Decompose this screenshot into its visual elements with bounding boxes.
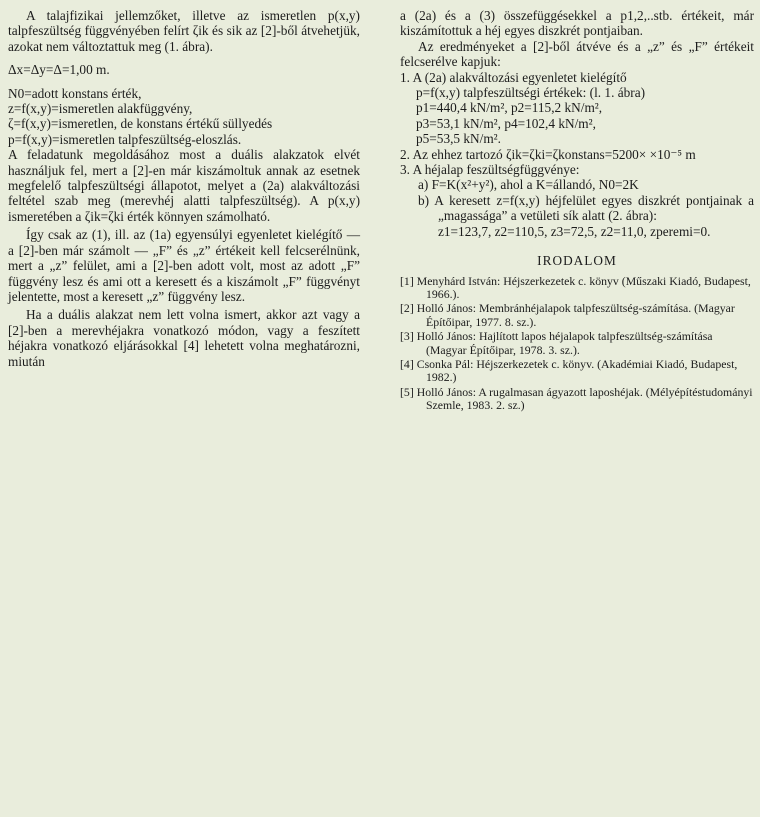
result-item-1-line2: p=f(x,y) talpfeszültségi értékek: (l. 1. ábra) xyxy=(416,85,646,101)
left-column xyxy=(8,8,360,369)
result-item-3b-values: z1=123,7, z2=110,5, z3=72,5, z2=11,0, zperemi=0. xyxy=(438,223,711,239)
reference-item: [3] Holló János: Hajlított lapos héjalapok talpfeszültség-számítása (Magyar Építőipar, 1978. 3. sz.). xyxy=(400,329,713,357)
result-item-3a: a) F=K(x²+y²), ahol a K=állandó, N0=2K xyxy=(418,177,639,193)
definition-p: p=f(x,y)=ismeretlen talpfeszültség-eloszlás. xyxy=(8,131,242,147)
result-value-line: p1=440,4 kN/m², p2=115,2 kN/m², xyxy=(416,100,603,116)
definitions-list xyxy=(8,86,360,148)
bibliography-title: IRODALOM xyxy=(537,253,617,269)
reference-item: [5] Holló János: A rugalmasan ágyazott laposhéjak. (Mélyépítéstudományi Szemle, 1983. 2. sz.) xyxy=(400,384,753,413)
result-item-3: 3. A héjalap feszültségfüggvénye: xyxy=(400,162,580,178)
paragraph-intro: A talajfizikai jellemzőket, illetve az ismeretlen p(x,y) talpfeszültség függvényében felírt ζik és sik az [2]-ből átvehetjük, azokat nem változtattuk meg (1. ábra). xyxy=(8,8,360,54)
reference-item: [1] Menyhárd István: Héjszerkezetek c. könyv (Műszaki Kiadó, Budapest, 1966.). xyxy=(400,273,751,301)
paragraph-swap: Így csak az (1), ill. az (1a) egyensúlyi egyenletet kielégítő — a [2]-ben már számolt — „F” és „z” értékeit kell felcserélnünk, mert a „z” felület, ami a [2]-ben adott volt, most az adott „F” függvény lesz és ami ott a keresett és a kiszámolt „F” függvényt jelentette, most a keresett „z” függvény lesz. xyxy=(8,227,360,304)
result-item-1: 1. A (2a) alakváltozási egyenletet kielégítő xyxy=(400,69,627,85)
reference-item: [4] Csonka Pál: Héjszerkezetek c. könyv. (Akadémiai Kiadó, Budapest, 1982.) xyxy=(400,356,738,385)
right-column xyxy=(400,8,754,414)
result-item-3b: b) A keresett z=f(x,y) héjfelület egyes diszkrét pontjainak a „magassága” a vetületi sík alatt (2. ábra): xyxy=(418,192,754,224)
result-item-2: 2. Az ehhez tartozó ζik=ζki=ζkonstans=5200× ×10⁻⁵ m xyxy=(400,146,696,162)
paragraph-results: Az eredményeket a [2]-ből átvéve és a „z” és „F” értékeit felcserélve kapjuk: xyxy=(400,38,754,70)
paragraph-dual: A feladatunk megoldásához most a duális alakzatok elvét használjuk fel, mert a [2]-en már kiszámoltuk annak az esetnek megfelelő talpfeszültségi állapotot, melyet a (2a) alakváltozási feltétel szab meg (merevhéj alatti talpfeszültség). A p(x,y) ismeretében a ζik=ζki érték könnyen számolható. xyxy=(8,147,360,224)
definition-z: z=f(x,y)=ismeretlen alakfüggvény, xyxy=(8,101,193,117)
reference-item: [2] Holló János: Membránhéjalapok talpfeszültség-számítása. (Magyar Építőipar, 1977. 8. sz.). xyxy=(400,301,735,329)
result-value-line: p5=53,5 kN/m². xyxy=(416,131,501,147)
result-value-line: p3=53,1 kN/m², p4=102,4 kN/m², xyxy=(416,115,596,131)
paragraph-continuation: a (2a) és a (3) összefüggésekkel a p1,2,..stb. értékeit, már kiszámítottuk a héj egyes diszkrét pontjaiban. xyxy=(400,8,754,39)
definition-n0: N0=adott konstans érték, xyxy=(8,85,142,101)
definition-zeta: ζ=f(x,y)=ismeretlen, de konstans értékű süllyedés xyxy=(8,116,273,132)
equation-delta: Δx=Δy=Δ=1,00 m. xyxy=(8,62,110,78)
paragraph-alternative: Ha a duális alakzat nem lett volna ismert, akkor azt vagy a [2]-ben a merevhéjakra vonatkozó módon, vagy a feszített héjakra vonatkozó eljárásokkal [4] lehetett volna meghatározni, miután xyxy=(8,307,360,369)
